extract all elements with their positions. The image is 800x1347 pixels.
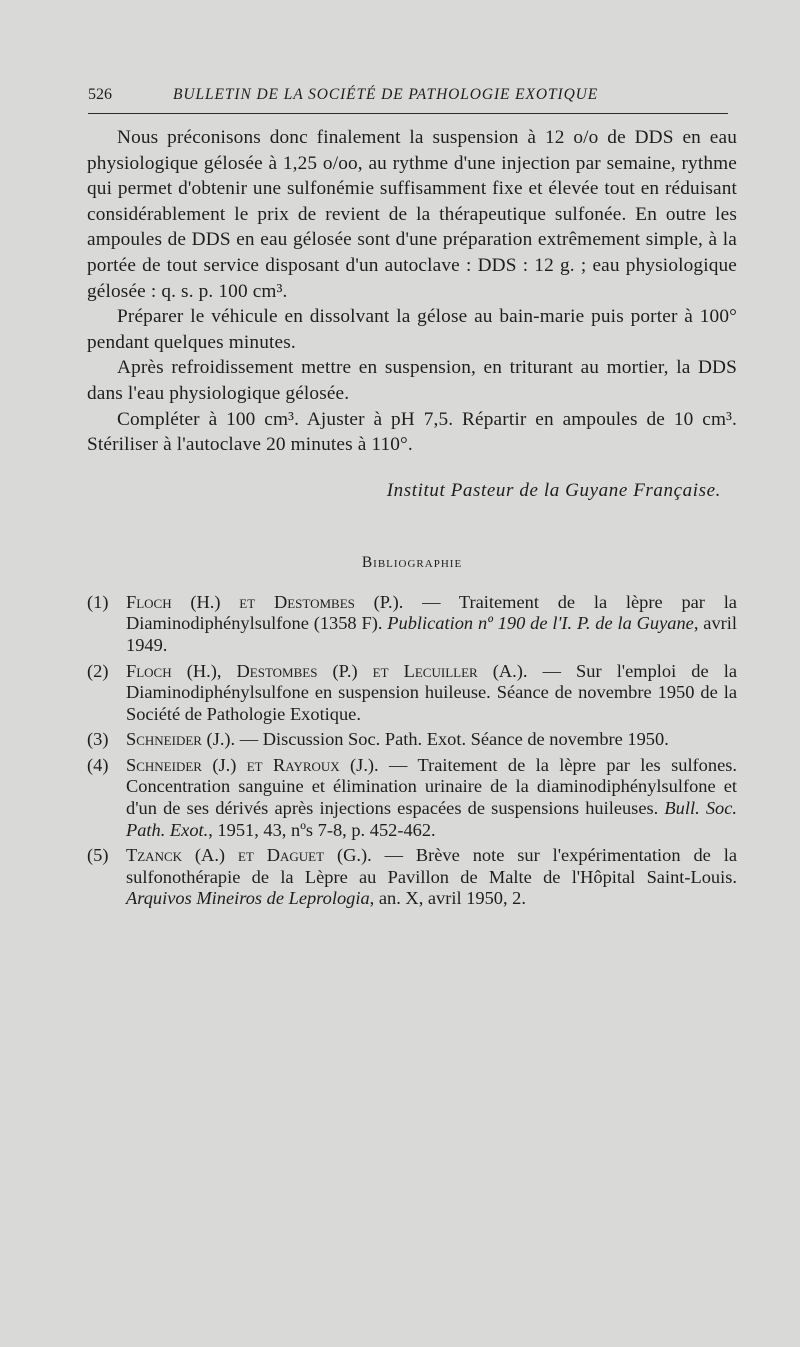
reference-item <box>87 592 737 657</box>
bibliography-list <box>87 592 737 910</box>
reference-authors: Tzanck (A.) et Daguet (G.). <box>126 845 372 866</box>
reference-item <box>87 755 737 841</box>
reference-source: Publication nº 190 de l'I. P. de la Guyane <box>387 613 694 634</box>
reference-number: (3) <box>87 729 109 750</box>
reference-number: (1) <box>87 591 109 612</box>
reference-item <box>87 845 737 910</box>
reference-item <box>87 661 737 726</box>
reference-text: — Sur l'emploi de la Diaminodiphénylsulfone en suspension huileuse. Séance de novembre 1950 de la Société de Pathologie Exotique. <box>126 660 737 724</box>
article-body <box>87 125 737 914</box>
running-header <box>88 83 728 114</box>
paragraph: Nous préconisons donc finalement la suspension à 12 o/o de DDS en eau physiologique gélosée à 1,25 o/oo, au rythme d'une injection par semaine, rythme qui permet d'obtenir une sulfonémie suffisamment fixe et élevée tout en réduisant considérablement le prix de revient de la thérapeutique sulfonée. En outre les ampoules de DDS en eau gélosée sont d'une préparation extrêmement simple, à la portée de tout service disposant d'un autoclave : DDS : 12 g. ; eau physiologique gélosée : q. s. p. 100 cm³. <box>87 127 737 302</box>
reference-text: — Discussion Soc. Path. Exot. Séance de novembre 1950. <box>235 729 669 750</box>
reference-authors: Floch (H.), Destombes (P.) et Lecuiller (A.). <box>126 660 528 681</box>
reference-number: (2) <box>87 660 109 681</box>
reference-number: (4) <box>87 754 109 775</box>
reference-source: Arquivos Mineiros de Leprologia <box>126 888 370 909</box>
reference-number: (5) <box>87 845 109 866</box>
page-number: 526 <box>88 86 112 103</box>
paragraph: Compléter à 100 cm³. Ajuster à pH 7,5. Répartir en ampoules de 10 cm³. Stériliser à l'autoclave 20 minutes à 110°. <box>87 408 737 456</box>
reference-tail: , avril 1949. <box>126 613 737 655</box>
reference-text: — Brève note sur l'expérimentation de la sulfonothérapie de la Lèpre au Pavillon de Malte de l'Hôpital Saint-Louis. <box>126 845 737 887</box>
paragraph: Après refroidissement mettre en suspension, en triturant au mortier, la DDS dans l'eau physiologique gélosée. <box>87 357 737 404</box>
reference-text: — Traitement de la lèpre par les sulfones. Concentration sanguine et élimination urinaire de la diaminodiphénylsulfone et d'un de ses dérivés après injections espacées de suspensions huileuses. <box>126 754 737 819</box>
reference-tail: , an. X, avril 1950, 2. <box>369 888 526 909</box>
reference-text: — Traitement de la lèpre par la Diaminodiphénylsulfone (1358 F). <box>126 591 737 634</box>
journal-title: BULLETIN DE LA SOCIÉTÉ DE PATHOLOGIE EXOTIQUE <box>173 86 599 103</box>
reference-authors: Floch (H.) et Destombes (P.). <box>126 591 404 612</box>
institution-signature: Institut Pasteur de la Guyane Française. <box>386 479 721 501</box>
reference-authors: Schneider (J.). <box>126 729 236 750</box>
bibliography-title: Bibliographie <box>361 553 463 571</box>
reference-item <box>87 729 737 751</box>
paragraph: Préparer le véhicule en dissolvant la gélose au bain-marie puis porter à 100° pendant quelques minutes. <box>87 306 737 353</box>
reference-authors: Schneider (J.) et Rayroux (J.). <box>126 754 379 775</box>
reference-source: Bull. Soc. Path. Exot. <box>126 798 737 840</box>
reference-tail: , 1951, 43, nºs 7-8, p. 452-462. <box>208 819 436 840</box>
